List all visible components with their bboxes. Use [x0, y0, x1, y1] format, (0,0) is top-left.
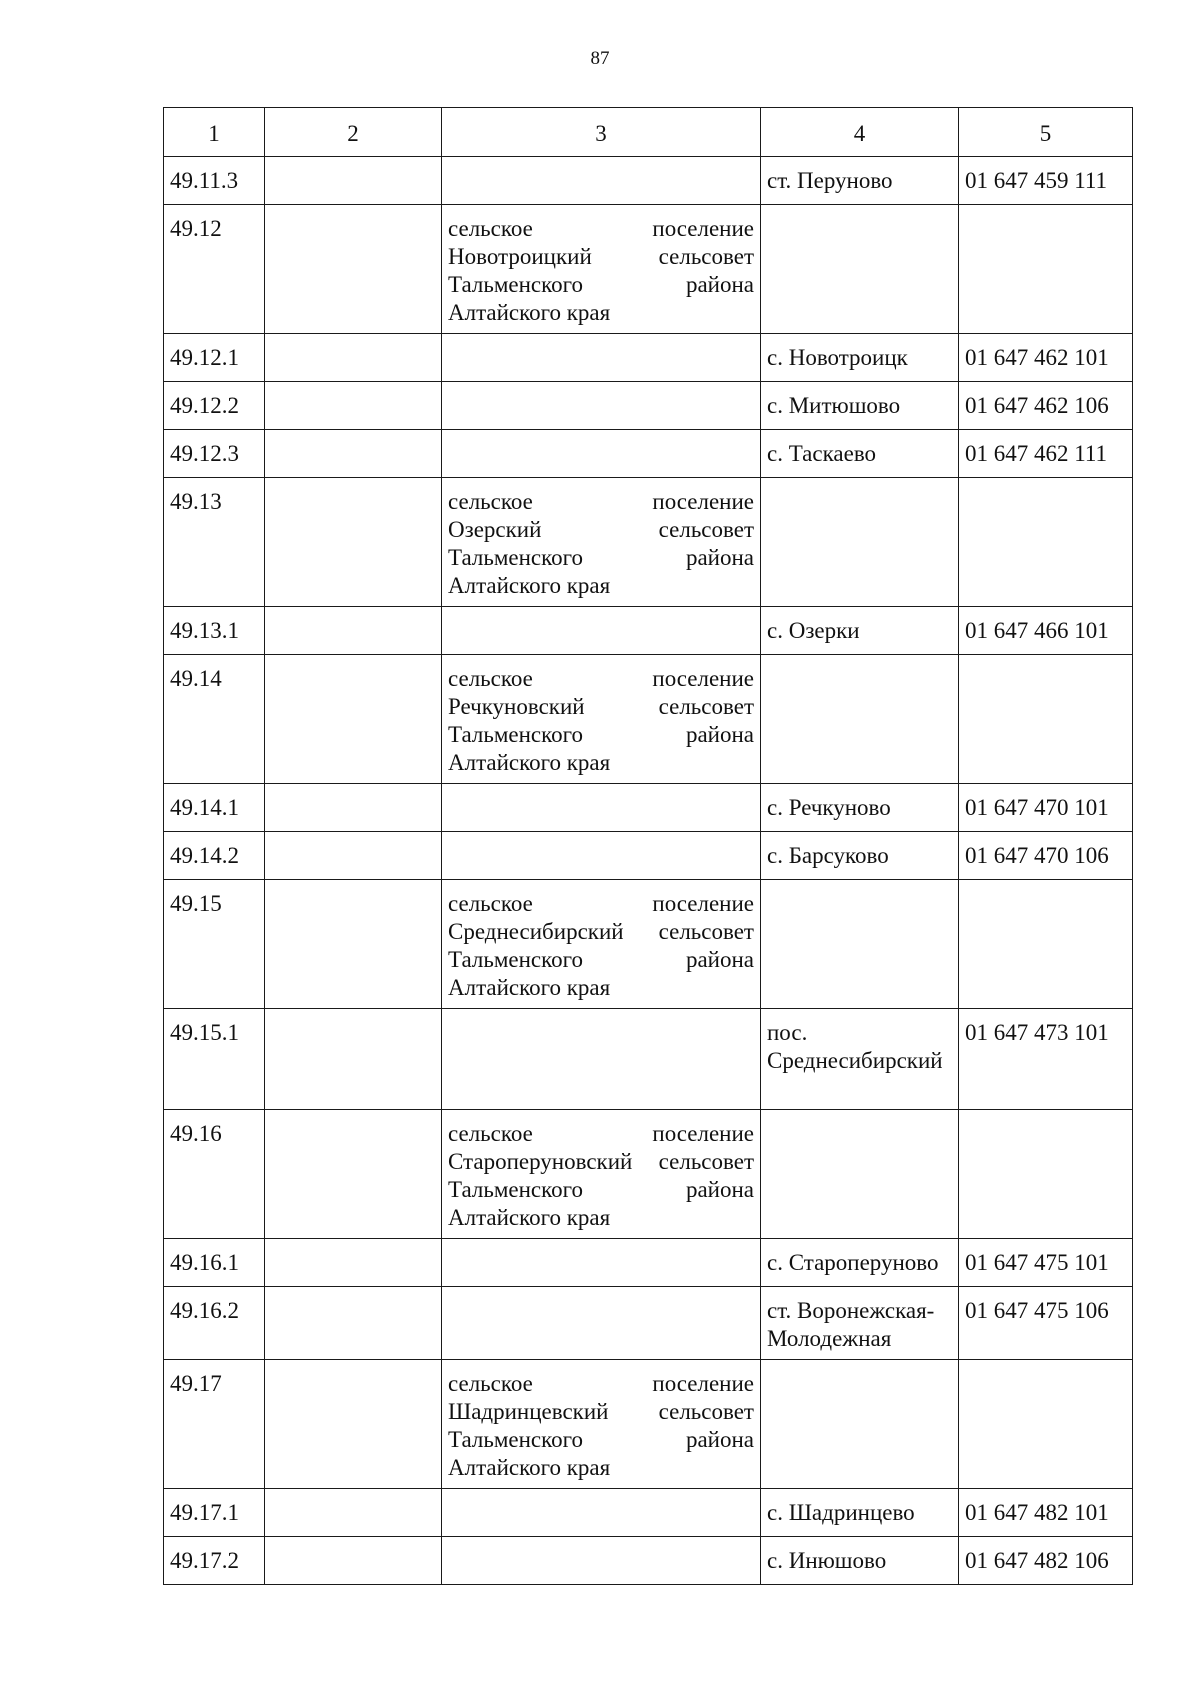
oktmo-code-cell: [959, 478, 1133, 607]
row-number-cell: 49.12: [164, 205, 265, 334]
col2-cell: [265, 655, 442, 784]
settlement-name-line: Тальменского района: [448, 545, 754, 570]
settlement-name-line: Староперуновский сельсовет: [448, 1149, 754, 1174]
row-number-cell: 49.11.3: [164, 157, 265, 205]
settlement-name-line: Алтайского края: [448, 975, 611, 1000]
row-number-cell: 49.17: [164, 1360, 265, 1489]
col2-cell: [265, 1239, 442, 1287]
place-cell: с. Таскаево: [761, 430, 959, 478]
place-cell: пос. Среднесибирский: [761, 1009, 959, 1110]
col2-cell: [265, 1287, 442, 1360]
col2-cell: [265, 1110, 442, 1239]
settlement-name-line: Шадринцевский сельсовет: [448, 1399, 754, 1424]
place-cell: с. Инюшово: [761, 1537, 959, 1585]
settlement-name-line: Алтайского края: [448, 300, 611, 325]
row-number-cell: 49.16.1: [164, 1239, 265, 1287]
place-cell: ст. Воронежская-Молодежная: [761, 1287, 959, 1360]
header-col-4: 4: [761, 108, 959, 157]
page-number: 87: [590, 48, 610, 69]
col2-cell: [265, 1537, 442, 1585]
row-number-cell: 49.14.1: [164, 784, 265, 832]
settlement-name-cell: [442, 784, 761, 832]
table-row: [164, 1110, 1133, 1239]
place-cell: с. Митюшово: [761, 382, 959, 430]
row-number-cell: 49.12.3: [164, 430, 265, 478]
settlement-name-line: сельское поселение: [448, 489, 754, 514]
table-row: [164, 607, 1133, 655]
row-number-cell: 49.17.2: [164, 1537, 265, 1585]
settlement-name-line: Новотроицкий сельсовет: [448, 244, 754, 269]
row-number-cell: 49.12.1: [164, 334, 265, 382]
place-cell: [761, 880, 959, 1009]
header-col-5: 5: [959, 108, 1133, 157]
row-number-cell: 49.17.1: [164, 1489, 265, 1537]
table-row: [164, 157, 1133, 205]
table-row: [164, 430, 1133, 478]
col2-cell: [265, 1009, 442, 1110]
col2-cell: [265, 1489, 442, 1537]
settlement-name-cell: [442, 205, 761, 334]
table-row: [164, 334, 1133, 382]
col2-cell: [265, 607, 442, 655]
col2-cell: [265, 832, 442, 880]
settlement-name-line: Алтайского края: [448, 573, 611, 598]
table-row: [164, 1489, 1133, 1537]
row-number-cell: 49.16.2: [164, 1287, 265, 1360]
oktmo-code-cell: 01 647 462 111: [959, 430, 1133, 478]
settlement-name-line: сельское поселение: [448, 666, 754, 691]
settlement-name-cell: [442, 1110, 761, 1239]
header-col-1: 1: [164, 108, 265, 157]
settlement-name-line: сельское поселение: [448, 1121, 754, 1146]
oktmo-code-cell: [959, 1360, 1133, 1489]
row-number-cell: 49.13.1: [164, 607, 265, 655]
place-cell: с. Староперуново: [761, 1239, 959, 1287]
table-row: [164, 880, 1133, 1009]
table-row: [164, 1009, 1133, 1110]
settlement-name-line: Тальменского района: [448, 947, 754, 972]
place-cell: [761, 205, 959, 334]
settlement-name-cell: [442, 832, 761, 880]
row-number-cell: 49.15.1: [164, 1009, 265, 1110]
header-col-2: 2: [265, 108, 442, 157]
settlement-name-line: Тальменского района: [448, 1427, 754, 1452]
col2-cell: [265, 784, 442, 832]
col2-cell: [265, 382, 442, 430]
row-number-cell: 49.14.2: [164, 832, 265, 880]
settlement-name-cell: [442, 880, 761, 1009]
settlement-name-line: Алтайского края: [448, 1205, 611, 1230]
settlement-name-cell: [442, 655, 761, 784]
settlement-name-line: Алтайского края: [448, 750, 611, 775]
table-row: [164, 205, 1133, 334]
oktmo-code-cell: 01 647 475 101: [959, 1239, 1133, 1287]
header-col-3: 3: [442, 108, 761, 157]
oktmo-code-cell: [959, 205, 1133, 334]
oktmo-code-cell: 01 647 482 101: [959, 1489, 1133, 1537]
settlement-name-line: сельское поселение: [448, 891, 754, 916]
place-cell: с. Барсуково: [761, 832, 959, 880]
oktmo-code-cell: [959, 880, 1133, 1009]
place-cell: [761, 1360, 959, 1489]
place-cell: с. Озерки: [761, 607, 959, 655]
place-cell: [761, 1110, 959, 1239]
col2-cell: [265, 334, 442, 382]
row-number-cell: 49.16: [164, 1110, 265, 1239]
col2-cell: [265, 478, 442, 607]
settlement-name-line: Озерский сельсовет: [448, 517, 754, 542]
table-row: [164, 1239, 1133, 1287]
oktmo-code-cell: 01 647 470 106: [959, 832, 1133, 880]
table-row: [164, 1360, 1133, 1489]
table-row: [164, 382, 1133, 430]
settlement-name-line: Тальменского района: [448, 1177, 754, 1202]
registry-table: [163, 107, 1133, 1585]
settlement-name-line: Среднесибирский сельсовет: [448, 919, 754, 944]
settlement-name-cell: [442, 1009, 761, 1110]
settlement-name-line: Речкуновский сельсовет: [448, 694, 754, 719]
settlement-name-line: сельское поселение: [448, 216, 754, 241]
table-row: [164, 478, 1133, 607]
place-cell: ст. Перуново: [761, 157, 959, 205]
place-cell: [761, 478, 959, 607]
place-cell: с. Шадринцево: [761, 1489, 959, 1537]
oktmo-code-cell: 01 647 459 111: [959, 157, 1133, 205]
place-cell: [761, 655, 959, 784]
settlement-name-cell: [442, 478, 761, 607]
table-row: [164, 1287, 1133, 1360]
header-row: [164, 108, 1133, 157]
row-number-cell: 49.15: [164, 880, 265, 1009]
place-cell: с. Новотроицк: [761, 334, 959, 382]
col2-cell: [265, 157, 442, 205]
col2-cell: [265, 1360, 442, 1489]
place-cell: с. Речкуново: [761, 784, 959, 832]
settlement-name-line: Тальменского района: [448, 272, 754, 297]
settlement-name-cell: [442, 1537, 761, 1585]
settlement-name-cell: [442, 1360, 761, 1489]
row-number-cell: 49.12.2: [164, 382, 265, 430]
settlement-name-cell: [442, 1287, 761, 1360]
oktmo-code-cell: 01 647 466 101: [959, 607, 1133, 655]
oktmo-code-cell: 01 647 473 101: [959, 1009, 1133, 1110]
table-row: [164, 832, 1133, 880]
table-header: [164, 108, 1133, 157]
settlement-name-line: Алтайского края: [448, 1455, 611, 1480]
oktmo-code-cell: 01 647 475 106: [959, 1287, 1133, 1360]
settlement-name-cell: [442, 382, 761, 430]
table-body: [164, 157, 1133, 1585]
table-row: [164, 784, 1133, 832]
col2-cell: [265, 880, 442, 1009]
settlement-name-cell: [442, 1489, 761, 1537]
oktmo-code-cell: 01 647 462 106: [959, 382, 1133, 430]
settlement-name-cell: [442, 430, 761, 478]
row-number-cell: 49.14: [164, 655, 265, 784]
oktmo-code-cell: [959, 655, 1133, 784]
settlement-name-cell: [442, 157, 761, 205]
oktmo-code-cell: 01 647 470 101: [959, 784, 1133, 832]
settlement-name-cell: [442, 1239, 761, 1287]
table-row: [164, 655, 1133, 784]
oktmo-code-cell: 01 647 482 106: [959, 1537, 1133, 1585]
col2-cell: [265, 205, 442, 334]
table-row: [164, 1537, 1133, 1585]
oktmo-code-cell: [959, 1110, 1133, 1239]
oktmo-code-cell: 01 647 462 101: [959, 334, 1133, 382]
settlement-name-line: сельское поселение: [448, 1371, 754, 1396]
col2-cell: [265, 430, 442, 478]
settlement-name-line: Тальменского района: [448, 722, 754, 747]
settlement-name-cell: [442, 334, 761, 382]
row-number-cell: 49.13: [164, 478, 265, 607]
settlement-name-cell: [442, 607, 761, 655]
